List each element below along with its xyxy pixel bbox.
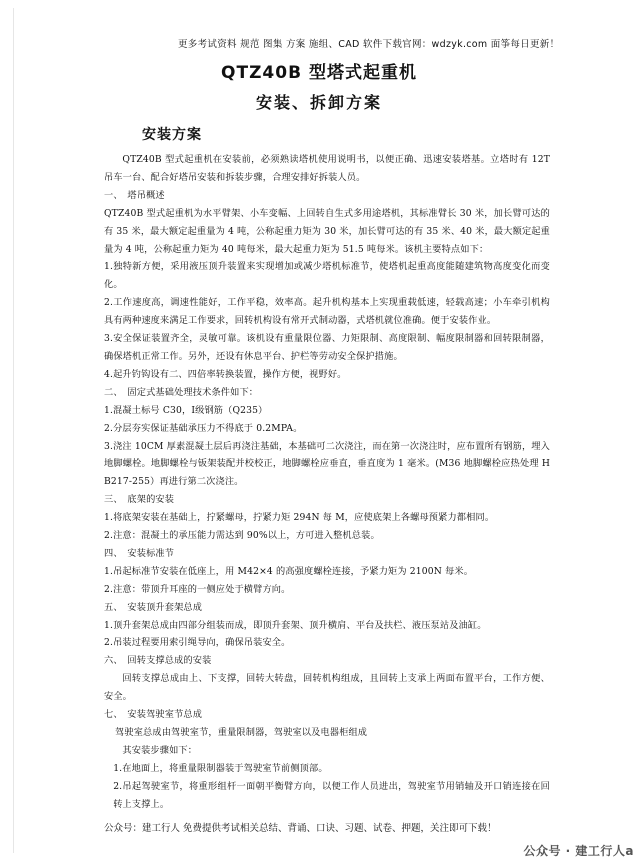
list-item: 1.在地面上，将重量限制器装于驾驶室节前侧顶部。 [113,762,328,774]
heading-4: 四、 安装标准节 [104,547,175,559]
list-item: 2.注意：带顶升耳座的一侧应处于横臂方向。 [104,583,291,595]
list-item: 2.工作速度高，调速性能好，工作平稳，效率高。起升机构基本上实现重载低速，轻载高速；小车牵引机构具有两种速度来满足工作要求，回转机构设有常开式制动器，式塔机就位准确。便于安装作业。 [104,297,550,327]
list-item: 2.吊装过程要用索引绳导向，确保吊装安全。 [104,637,291,649]
list-item: 1.将底架安装在基础上，拧紧螺母，拧紧力矩 294N 每 M，应使底架上各螺母预紧力都相同。 [104,512,495,524]
section-heading: 安装方案 [142,127,202,143]
heading-1: 一、 塔吊概述 [104,189,165,201]
watermark [523,842,634,859]
list-item: 1.混凝土标号 C30，Ⅰ级钢筋（Q235） [104,404,268,416]
watermark-text: 公众号 · 建工行人a [523,844,634,858]
list-item: 1.独特新方便，采用液压顶升装置来实现增加或减少塔机标准节，使塔机起重高度能随建筑物高度变化而变化。 [104,261,550,291]
page-border [13,8,14,853]
paragraph-slewing: 回转支撑总成由上、下支撑，回转大转盘，回转机构组成，且回转上支承上两面布置平台，工作方便、安全。 [104,673,550,703]
list-item: 2.注意：混凝土的承压能力需达到 90%以上，方可进入整机总装。 [104,530,380,542]
paragraph-steps-intro: 其安装步骤如下： [122,744,198,756]
heading-6: 六、 回转支撑总成的安装 [104,655,212,667]
paragraph-cab: 驾驶室总成由驾驶室节，重量限制器，驾驶室以及电器柜组成 [115,727,368,738]
body-text [104,151,550,814]
paragraph-intro: QTZ40B 型式起重机在安装前，必须熟读塔机使用说明书，以便正确、迅速安装塔基。立塔时有 12T 吊车一台、配合好塔吊安装和拆装步骤，合理安排好拆装人员。 [104,154,550,183]
document-title: QTZ40B 型塔式起重机 [221,63,417,83]
footer-note: 公众号：建工行人 免费提供考试相关总结、背诵、口诀、习题、试卷、押题，关注即可下载！ [104,823,497,834]
list-item: 2.分层夯实保证基础承压力不得底于 0.2MPA。 [104,422,303,434]
header-note: 更多考试资料 规范 图集 方案 施组、CAD 软件下载官网：wdzyk.com 面筝每日更新！ [178,39,560,50]
list-item: 1.顶升套架总成由四部分组装而成，即顶升套架、顶升横肩、平台及扶栏、液压泵站及油缸。 [104,619,487,631]
list-item: 1.吊起标准节安装在低座上，用 M42×4 的高强度螺栓连接，予紧力矩为 2100N 每米。 [104,565,474,577]
heading-7: 七、 安装驾驶室节总成 [104,709,203,721]
list-item: 3.安全保证装置齐全，灵敏可靠。该机设有重量限位器、力矩限制、高度限制、幅度限制器和回转限制器，确保塔机正常工作。另外，还设有休息平台、护栏等劳动安全保护措施。 [104,333,550,362]
heading-2: 二、 固定式基础处理技术条件如下： [104,386,259,398]
list-item: 2.吊起驾驶室节，将重形组杆一面朝平衡臂方向，以便工作人员进出，驾驶室节用销轴及开口销连接在回转上支撑上。 [113,780,550,810]
list-item: 4.起升钓钩设有二、四倍率转换装置，操作方便，视野好。 [104,368,347,380]
heading-5: 五、 安装顶升套架总成 [104,601,203,613]
document-subtitle: 安装、拆卸方案 [255,93,382,112]
heading-3: 三、 底架的安装 [104,494,175,506]
list-item: 3.浇注 10CM 厚素混凝土层后再浇注基础，本基础可二次浇注，而在第一次浇注时，应布置所有钢筋，埋入地脚螺栓。地脚螺栓与钣架装配并校校正，地脚螺栓应垂直，垂直度为 1 毫米。(M36 地脚螺栓应热处理 HB217-255）再进行第二次浇注。 [104,440,550,488]
paragraph-overview: QTZ40B 型式起重机为水平臂架、小车变幅、上回转自生式多用途塔机，其标准臂长 30 米，加长臂可达的有 35 米，最大额定起重量为 4 吨，公称起重力矩为 30 米，加长臂可达的有 35 米、40 米，最大额定起重量为 4 吨，公称起重力矩为 40 吨每米，最大起重力矩为 51.5 吨每米。该机主要特点如下： [104,207,550,255]
